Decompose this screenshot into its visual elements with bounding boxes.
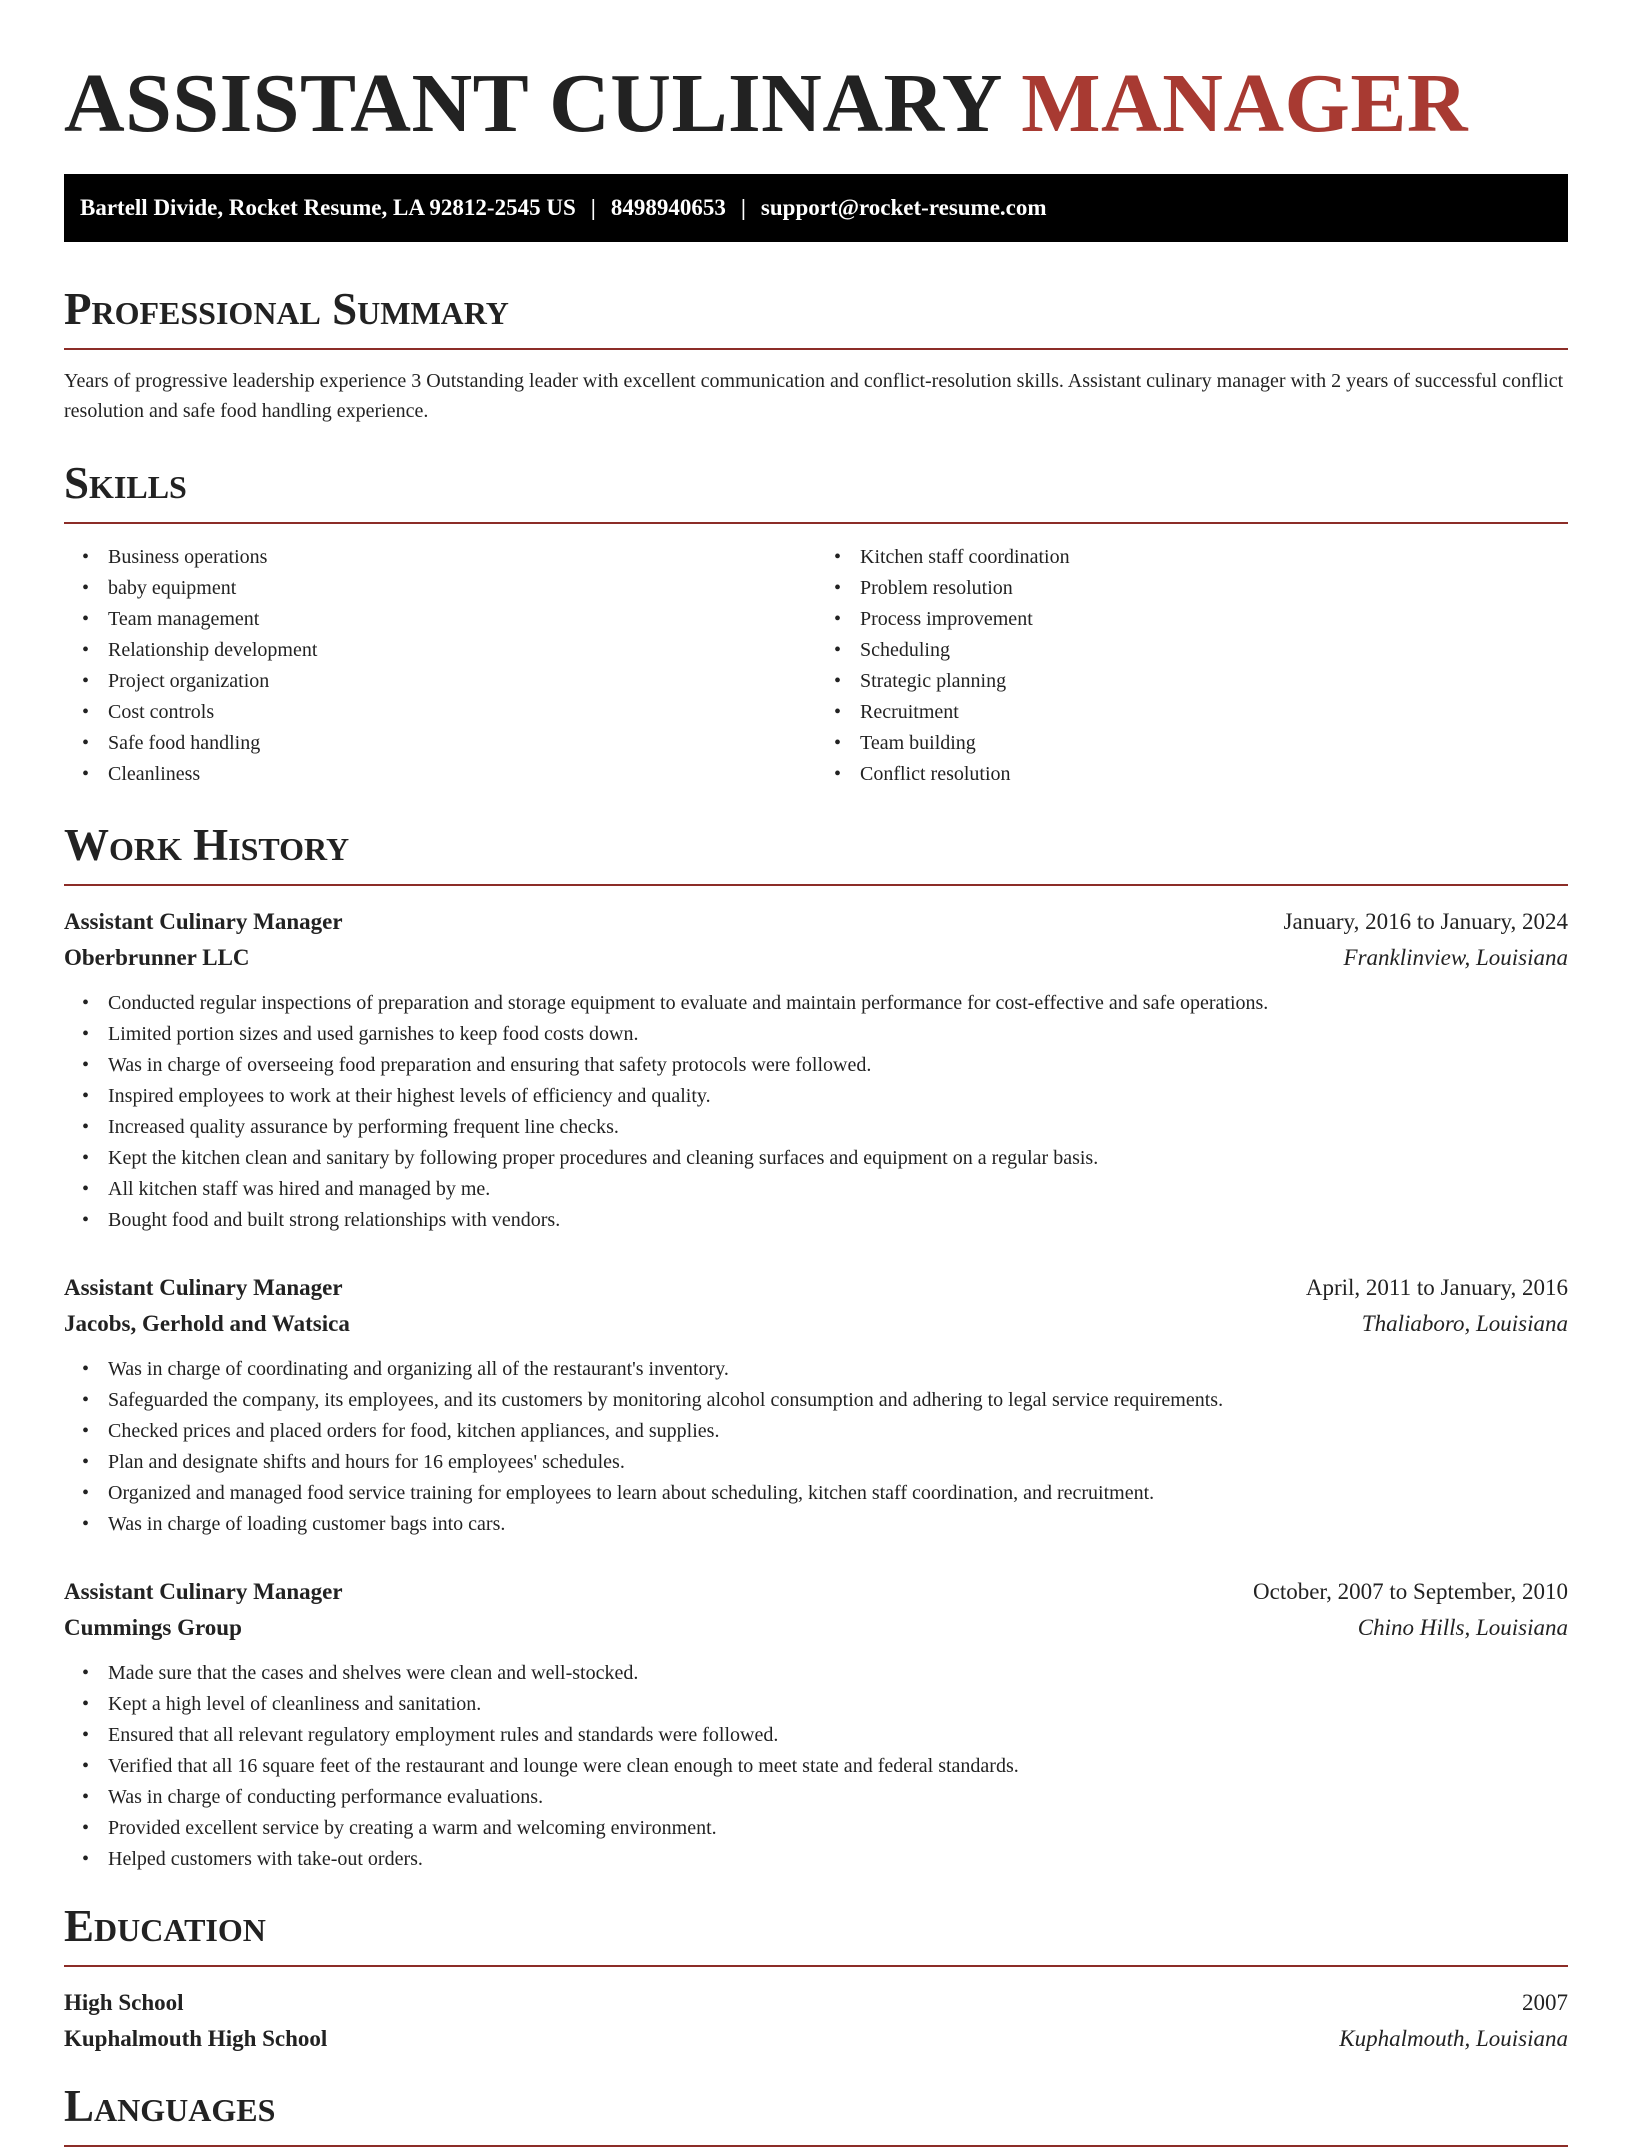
job-duty-item: • Conducted regular inspections of preparation and storage equipment to evaluate and maintain performance for cost-effective and safe operations. [108, 988, 1568, 1019]
contact-phone: 8498940653 [610, 195, 726, 220]
job-duty-item: • Made sure that the cases and shelves were clean and well-stocked. [108, 1658, 1568, 1689]
job-company: Jacobs, Gerhold and Watsica [64, 1311, 350, 1336]
contact-separator: | [590, 195, 596, 220]
contact-bar [64, 174, 1568, 242]
job-duty-item: • Checked prices and placed orders for food, kitchen appliances, and supplies. [108, 1416, 1568, 1447]
job-header-row [64, 1270, 1568, 1306]
job-entry [64, 1574, 1568, 1875]
skill-item: • Team building [860, 728, 1568, 759]
work-history-heading: Work History [64, 818, 1568, 886]
skill-item: • Relationship development [108, 635, 816, 666]
skill-item: • Recruitment [860, 697, 1568, 728]
job-company-row [64, 1306, 1568, 1342]
contact-separator: | [740, 195, 746, 220]
job-location: Chino Hills, Louisiana [1357, 1615, 1568, 1640]
job-location: Thaliaboro, Louisiana [1361, 1311, 1568, 1336]
job-dates: October, 2007 to September, 2010 [1253, 1579, 1568, 1604]
job-duty-item: • Increased quality assurance by performing frequent line checks. [108, 1112, 1568, 1143]
job-duty-item: • Limited portion sizes and used garnishes to keep food costs down. [108, 1019, 1568, 1050]
job-dates: April, 2011 to January, 2016 [1305, 1275, 1568, 1300]
skill-item: • Safe food handling [108, 728, 816, 759]
education-entry [64, 1985, 1568, 2057]
job-duty-item: • Provided excellent service by creating a warm and welcoming environment. [108, 1813, 1568, 1844]
summary-text: Years of progressive leadership experience 3 Outstanding leader with excellent communication and conflict-resolution skills. Assistant culinary manager with 2 years of successful conflict resolution and safe food handling experience. [64, 370, 1564, 422]
job-duties [64, 988, 1568, 1236]
skill-item: • Problem resolution [860, 573, 1568, 604]
education-heading: Education [64, 1899, 1568, 1967]
contact-email: support@rocket-resume.com [760, 195, 1047, 220]
job-location: Franklinview, Louisiana [1343, 945, 1568, 970]
education-school: Kuphalmouth High School [64, 2026, 328, 2051]
job-duties [64, 1658, 1568, 1875]
job-duty-item: • Was in charge of coordinating and organizing all of the restaurant's inventory. [108, 1354, 1568, 1385]
education-location: Kuphalmouth, Louisiana [1339, 2026, 1568, 2051]
job-header-row [64, 904, 1568, 940]
job-header-row [64, 1574, 1568, 1610]
education-year: 2007 [1522, 1990, 1568, 2015]
education-school-row [64, 2021, 1568, 2057]
job-title: Assistant Culinary Manager [64, 1275, 343, 1300]
skill-item: • Team management [108, 604, 816, 635]
skills-column-right [816, 542, 1568, 790]
summary-heading: Professional Summary [64, 282, 1568, 350]
job-duty-item: • Was in charge of conducting performance evaluations. [108, 1782, 1568, 1813]
skill-item: • Conflict resolution [860, 759, 1568, 790]
job-entry [64, 1270, 1568, 1540]
job-entry [64, 904, 1568, 1236]
job-duty-item: • Bought food and built strong relationships with vendors. [108, 1205, 1568, 1236]
job-duty-item: • Organized and managed food service training for employees to learn about scheduling, kitchen staff coordination, and recruitment. [108, 1478, 1568, 1509]
title-part-1: ASSISTANT CULINARY [64, 57, 1022, 150]
resume-title [64, 0, 1568, 154]
job-duty-item: • Inspired employees to work at their highest levels of efficiency and quality. [108, 1081, 1568, 1112]
skills-column-left [64, 542, 816, 790]
job-duty-item: • Kept the kitchen clean and sanitary by following proper procedures and cleaning surfaces and equipment on a regular basis. [108, 1143, 1568, 1174]
job-duty-item: • Helped customers with take-out orders. [108, 1844, 1568, 1875]
skill-item: • Project organization [108, 666, 816, 697]
skill-item: • Scheduling [860, 635, 1568, 666]
job-company: Oberbrunner LLC [64, 945, 250, 970]
job-duty-item: • Verified that all 16 square feet of the restaurant and lounge were clean enough to meet state and federal standards. [108, 1751, 1568, 1782]
title-part-2: MANAGER [1021, 57, 1469, 150]
job-dates: January, 2016 to January, 2024 [1283, 909, 1568, 934]
skill-item: • Process improvement [860, 604, 1568, 635]
languages-heading: Languages [64, 2079, 1568, 2147]
job-company-row [64, 940, 1568, 976]
job-duty-item: • All kitchen staff was hired and managed by me. [108, 1174, 1568, 1205]
job-company-row [64, 1610, 1568, 1646]
job-duty-item: • Was in charge of overseeing food preparation and ensuring that safety protocols were followed. [108, 1050, 1568, 1081]
education-degree: High School [64, 1990, 184, 2015]
skills-heading: Skills [64, 456, 1568, 524]
job-duty-item: • Safeguarded the company, its employees, and its customers by monitoring alcohol consumption and adhering to legal service requirements. [108, 1385, 1568, 1416]
skill-item: • Kitchen staff coordination [860, 542, 1568, 573]
job-duty-item: • Kept a high level of cleanliness and sanitation. [108, 1689, 1568, 1720]
education-degree-row [64, 1985, 1568, 2021]
contact-address: Bartell Divide, Rocket Resume, LA 92812-2545 US [80, 195, 576, 220]
skill-item: • Cost controls [108, 697, 816, 728]
job-title: Assistant Culinary Manager [64, 1579, 343, 1604]
job-duty-item: • Was in charge of loading customer bags into cars. [108, 1509, 1568, 1540]
job-company: Cummings Group [64, 1615, 242, 1640]
skill-item: • Business operations [108, 542, 816, 573]
skill-item: • Strategic planning [860, 666, 1568, 697]
job-duties [64, 1354, 1568, 1540]
job-duty-item: • Plan and designate shifts and hours for 16 employees' schedules. [108, 1447, 1568, 1478]
job-title: Assistant Culinary Manager [64, 909, 343, 934]
skill-item: • baby equipment [108, 573, 816, 604]
job-duty-item: • Ensured that all relevant regulatory employment rules and standards were followed. [108, 1720, 1568, 1751]
skill-item: • Cleanliness [108, 759, 816, 790]
skills-list [64, 542, 1568, 790]
